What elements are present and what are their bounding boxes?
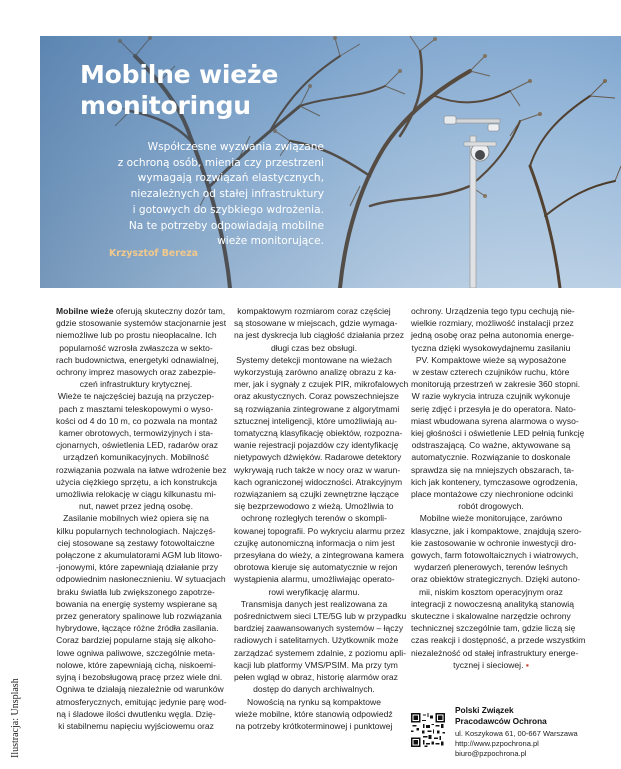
body-line: na jest dyskrecja lub ciągłość działania przez <box>234 330 405 341</box>
body-line: kie zastosowanie w ochronie inwestycji dro- <box>411 537 577 548</box>
body-line: połączone z akumulatorami AGM lub litowo- <box>56 550 223 561</box>
body-line: jedną osobę oraz pełna autonomia energe- <box>411 330 574 341</box>
body-paragraph <box>56 305 227 390</box>
body-line: kowanej topografii. Po wykryciu alarmu przez <box>234 525 406 536</box>
body-line: kacji lub platformy VMS/PSIM. Ma przy tym <box>234 659 398 670</box>
body-line: cjonarnych, oświetlenia LED, radarów oraz <box>56 440 218 451</box>
body-line: niemożliwe lub po prostu nieopłacalne. Ich <box>56 330 217 341</box>
body-line: pośrednictwem sieci LTE/5G lub w przypadku <box>234 611 407 622</box>
body-line: wykorzystują zarówno analizę obrazu z ka- <box>234 367 397 378</box>
body-line: ochrony imprez masowych oraz zabezpie- <box>56 367 216 378</box>
body-line: nolowe, które zapewniają cichą, niskoemi- <box>56 659 216 670</box>
email-link[interactable]: biuro@pzpochrona.pl <box>455 748 527 758</box>
body-line: wanie rejestracji pojazdów czy identyfikację <box>234 440 399 451</box>
body-line: braku światła lub zwiększonego zapotrze- <box>57 586 215 597</box>
body-line: gowych, farm fotowoltaicznych i wiatrowych, <box>411 550 579 561</box>
body-line: oraz obiektów strategicznych. Dzięki autono- <box>411 574 581 585</box>
body-line: użycia ciężkiego sprzętu, a ich konstrukcja <box>56 476 218 487</box>
body-line: zarządzać systemem zdalnie, z poziomu apli- <box>234 647 406 658</box>
body-line: gdzie stosowanie systemów stacjonarnie jest <box>56 318 227 329</box>
article-title <box>80 59 278 121</box>
body-line: technicznej szczególnie tam, gdzie liczą się <box>411 623 576 634</box>
body-line: urządzeń komunikacyjnych. Mobilność <box>63 452 209 463</box>
body-line: ciej stosowane są zestawy fotowoltaiczne <box>57 537 215 548</box>
body-line: czas reakcji i dostępność, a przede wszystkim <box>411 635 586 646</box>
body-line: kości od 4 do 10 m, co pozwala na montaż <box>56 415 218 426</box>
body-line: w zestaw czterech czujników ruchu, które <box>412 367 570 378</box>
lead-line: wymagają rozwiązań elastycznych, <box>137 172 324 185</box>
footer-address <box>455 729 578 758</box>
body-paragraph <box>411 305 585 512</box>
body-line: syjną i bezobsługową pracę przez wiele dni. <box>56 672 223 683</box>
body-line: wykrywają ruch także w nocy oraz w warun- <box>234 464 401 475</box>
body-line: -jonowymi, które zapewniają działanie przy <box>56 562 218 573</box>
text-column-2 <box>234 305 409 732</box>
body-line: Coraz bardziej popularne stają się alkoho- <box>56 635 216 646</box>
body-line: miast wbudowana syrena alarmowa o wyso- <box>411 415 579 426</box>
body-line: kich jak kontenery, tymczasowe ogrodzenia, <box>411 476 578 487</box>
body-line: skuteczne i skalowalne narzędzie ochrony <box>411 611 571 622</box>
body-line: niezależność od stałej infrastruktury energe- <box>411 647 579 658</box>
lead-in-bold: Mobilne wieże <box>56 306 114 316</box>
body-paragraph <box>411 512 586 671</box>
body-line: wielkie rozmiary, możliwość instalacji przez <box>411 318 574 329</box>
body-line: nietypowych dźwięków. Radarowe detektory <box>234 452 402 463</box>
body-line: Transmisja danych jest realizowana za <box>240 598 388 609</box>
body-line: na potrzeby krótkoterminowej i punktowej <box>235 720 393 731</box>
body-line: robót drogowych. <box>458 501 524 512</box>
body-line: odstraszającą. Co ważne, aktywowane są <box>411 440 571 451</box>
lead-line: i gotowych do szybkiego wdrożenia. <box>132 203 324 216</box>
body-line: rozwiązania pozwala na łatwe wdrożenie bez <box>56 464 227 475</box>
body-line: są rozwiązania zintegrowane z algorytmami <box>234 403 400 414</box>
article-end-mark: ▪ <box>525 659 529 670</box>
body-line: PV. Kompaktowe wieże są wyposażone <box>415 354 567 365</box>
body-line: automatycznie. Rozwiązanie to doskonale <box>411 452 571 463</box>
body-line: monitorują przestrzeń w zakresie 360 stopni. <box>411 379 581 390</box>
body-line: ochrony. Urządzenia tego typu cechują nie- <box>411 306 575 316</box>
body-line: rowi weryfikację alarmu. <box>268 586 360 597</box>
body-paragraph <box>234 354 409 598</box>
website-link[interactable]: http://www.pzpochrona.pl <box>455 738 539 748</box>
hero-photo <box>40 36 621 288</box>
lead-line: Współczesne wyzwania związane <box>147 141 324 153</box>
body-line: tycznej i sieciowej. ▪ <box>453 659 529 670</box>
body-line: pach z masztami teleskopowymi o wyso- <box>58 403 214 414</box>
lead-line: niezależnych od stałej infrastruktury <box>130 188 324 201</box>
body-line: hybrydowe, łączące różne źródła zasilania. <box>56 623 219 634</box>
body-line: atmosferycznych, emitując jedynie parę wod- <box>56 696 227 707</box>
org-name-line: Polski Związek <box>455 705 514 715</box>
body-line: wydarzeń plenerowych, terenów leśnych <box>414 562 568 573</box>
body-line: rach budownictwa, energetyki odnawialnej, <box>56 354 219 365</box>
body-line: kilku popularnych technologiach. Najczęś- <box>56 525 216 536</box>
lead-line: Na te potrzeby odpowiadają mobilne <box>128 219 324 232</box>
photo-credit: Ilustracja: Unsplash <box>10 678 21 758</box>
body-line: radiowych i satelitarnych. Użytkownik może <box>234 635 399 646</box>
body-line: pełen wgląd w obraz, historię alarmów oraz <box>234 672 398 683</box>
body-line: obrotowa kieruje się automatycznie w rejon <box>234 562 398 573</box>
body-line: oraz akustycznych. Coraz powszechniejsze <box>234 391 399 402</box>
body-line: mer, jak i sygnały z czujek PIR, mikrofalowych <box>234 379 409 390</box>
body-line: Wieże te najczęściej bazują na przyczep- <box>57 391 215 402</box>
body-line: się bezprzewodowo z wieżą. Umożliwia to <box>234 501 394 512</box>
org-name-line: Pracodawców Ochrona <box>455 715 547 726</box>
body-line: W razie wykrycia intruza czujnik wykonuje <box>411 391 571 402</box>
body-line: Ogniwa te działają niezależnie od warunków <box>56 684 224 695</box>
body-line: tomatyczną klasyfikację obiektów, rozpozna- <box>234 428 403 439</box>
body-paragraph <box>56 512 227 732</box>
title-line: monitoringu <box>80 91 251 120</box>
footer-organization <box>455 705 547 726</box>
body-line: odpowiednim nasłonecznieniu. W sytuacjach <box>56 574 226 585</box>
lead-line: wieże monitorujące. <box>217 235 324 248</box>
body-line: kiej głośności i oświetlenie LED pełnią funkcję <box>411 428 585 439</box>
body-line: place montażowe czy niechronione odcinki <box>411 489 574 500</box>
body-line: rozwiązaniem są czujki zewnętrzne łączące <box>234 489 399 500</box>
body-line: kompaktowym rozmiarom coraz częściej <box>237 306 391 316</box>
address-line: ul. Koszykowa 61, 00-667 Warszawa <box>455 729 578 738</box>
body-line: bowania na energię systemy wspierane są <box>56 598 218 609</box>
body-line: przez generatory spalinowe lub rozwiązania <box>56 611 222 622</box>
body-line: dostęp do danych archiwalnych. <box>253 684 375 695</box>
body-line: integracji z nowoczesną analityką stanowią <box>411 598 574 609</box>
body-line: wystąpienia alarmu, umożliwiając operato- <box>234 574 395 585</box>
body-line: ki stabilnemu napięciu wyjściowemu oraz <box>58 720 214 731</box>
body-line: mii, niskim kosztom operacyjnym oraz <box>419 586 563 597</box>
body-line: sztucznej inteligencji, które umożliwiają au- <box>234 415 397 426</box>
body-line: czeń infrastruktury krytycznej. <box>79 379 193 390</box>
text-column-1 <box>56 305 227 732</box>
body-line: kach ograniczonej widoczności. Atrakcyjnym <box>234 476 403 487</box>
body-paragraph <box>234 305 405 354</box>
body-line: przesyłana do wieży, a zintegrowana kamera <box>234 550 404 561</box>
body-line: są stosowane w miejscach, gdzie wymaga- <box>234 318 398 329</box>
body-line: Mobilne wieże oferują skuteczny dozór tam, <box>56 306 226 316</box>
body-line: serię zdjęć i przesyła je do operatora. Nato- <box>411 403 576 414</box>
body-line: wieże mobilne, które stanowią odpowiedź <box>235 708 393 719</box>
text-column-3 <box>411 305 586 671</box>
title-line: Mobilne wieże <box>80 60 279 89</box>
body-line: ochronę rozległych terenów o skompli- <box>241 513 387 524</box>
article-lead <box>74 140 324 250</box>
body-line: popularność wzrosła zwłaszcza w sekto- <box>59 342 213 353</box>
body-paragraph <box>234 598 407 696</box>
body-line: klasyczne, jak i kompaktowe, znajdują szero- <box>411 525 582 536</box>
body-line: ną i śladowe ilości dwutlenku węgla. Dzię- <box>56 708 216 719</box>
body-line: umożliwia relokację w ciągu kilkunastu mi- <box>56 489 217 500</box>
body-line: lowe ogniwa paliwowe, szczególnie meta- <box>56 647 216 658</box>
body-line: Systemy detekcji montowane na wieżach <box>236 354 392 365</box>
body-line: Nowością na rynku są kompaktowe <box>247 696 381 707</box>
body-line: kamer obrotowych, termowizyjnych i sta- <box>59 428 213 439</box>
article-author: Krzysztof Bereza <box>108 248 198 259</box>
body-line: czujkę autonomiczną informacja o nim jest <box>234 537 395 548</box>
body-line: bardziej zaawansowanych systemów – łączy <box>234 623 404 634</box>
body-line: sprawdza się na mniejszych obszarach, ta- <box>411 464 574 475</box>
body-paragraph <box>234 696 394 733</box>
body-line: długi czas bez obsługi. <box>271 342 357 353</box>
lead-line: z ochroną osób, mienia czy przestrzeni <box>117 156 324 169</box>
body-line: nut, nawet przez jedną osobę. <box>78 501 194 512</box>
qr-code-icon <box>411 713 445 747</box>
body-line: Mobilne wieże monitorujące, zarówno <box>419 513 563 524</box>
body-line: Zasilanie mobilnych wież opiera się na <box>63 513 209 524</box>
body-line: tyczna dzięki wysokowydajnemu zasilaniu <box>411 342 571 353</box>
body-paragraph <box>56 390 227 512</box>
